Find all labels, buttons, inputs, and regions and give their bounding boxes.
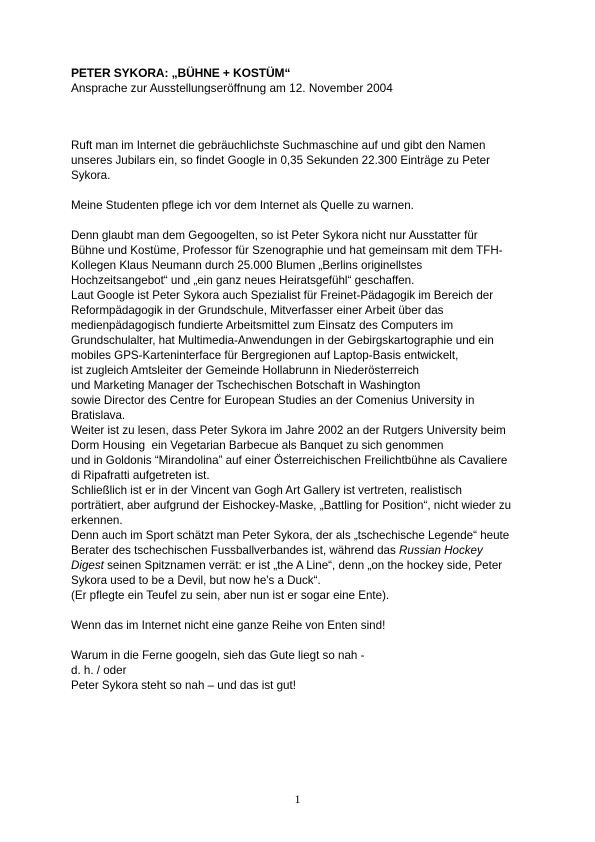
- text-run: Wenn das im Internet nicht eine ganze Reihe von Enten sind!: [71, 619, 386, 632]
- page-number: 1: [294, 792, 301, 806]
- text-line: [71, 468, 531, 483]
- text-line: [71, 198, 531, 213]
- text-line: [71, 138, 531, 153]
- text-run: Reformpädagogik in der Grundschule, Mitverfasser einer Arbeit über das: [71, 304, 444, 317]
- text-run: d. h. / oder: [71, 664, 127, 677]
- text-run: Meine Studenten pflege ich vor dem Internet als Quelle zu warnen.: [71, 199, 414, 212]
- text-run: Sykora.: [71, 169, 111, 182]
- text-line: [71, 288, 531, 303]
- text-run: Kollegen Klaus Neumann durch 25.000 Blumen „Berlins originellstes: [71, 259, 423, 272]
- text-line: [71, 618, 531, 633]
- text-line: [71, 438, 531, 453]
- text-line: [71, 243, 531, 258]
- text-run: porträtiert, aber aufgrund der Eishockey-Maske, „Battling for Position“, nicht wieder zu: [71, 499, 512, 512]
- text-line: [71, 648, 531, 663]
- document-content: [71, 66, 531, 693]
- paragraph-ducks: [71, 618, 531, 633]
- text-line: [71, 393, 531, 408]
- text-run: und Marketing Manager der Tschechischen Botschaft in Washington: [71, 379, 421, 392]
- text-line: [71, 558, 531, 573]
- text-run: Hochzeitsangebot“ und „ein ganz neues Heiratsgefühl“ geschaffen.: [71, 274, 415, 287]
- document-subtitle: Ansprache zur Ausstellungseröffnung am 12. November 2004: [71, 81, 393, 95]
- text-run: medienpädagogisch fundierte Arbeitsmittel zum Einsatz des Computers im: [71, 319, 454, 332]
- paragraph-closing: [71, 648, 531, 693]
- text-run: Grundschulalter, hat Multimedia-Anwendungen in der Gebirgskartographie und ein: [71, 334, 494, 347]
- text-line: [71, 483, 531, 498]
- document-title: PETER SYKORA: „BÜHNE + KOSTÜM“: [71, 66, 291, 80]
- text-line: [71, 273, 531, 288]
- text-line: [71, 168, 531, 183]
- text-line: [71, 543, 531, 558]
- text-run: ist zugleich Amtsleiter der Gemeinde Hollabrunn in Niederösterreich: [71, 364, 419, 377]
- text-line: [71, 663, 531, 678]
- text-run: Schließlich ist er in der Vincent van Gogh Art Gallery ist vertreten, realistisch: [71, 484, 462, 497]
- text-run: di Ripafratti aufgetreten ist.: [71, 469, 210, 482]
- document-body: [71, 138, 531, 693]
- text-run: Bühne und Kostüme, Professor für Szenographie und hat gemeinsam mit dem TFH-: [71, 244, 503, 257]
- text-line: [71, 333, 531, 348]
- paragraph-students-warning: [71, 198, 531, 213]
- text-line: [71, 153, 531, 168]
- text-line: [71, 513, 531, 528]
- text-run: mobiles GPS-Karteninterface für Bergregionen auf Laptop-Basis entwickelt,: [71, 349, 459, 362]
- text-line: [71, 303, 531, 318]
- text-line: [71, 573, 531, 588]
- text-line: [71, 678, 531, 693]
- italic-text-run: Russian Hockey: [399, 544, 483, 557]
- text-run: (Er pflegte ein Teufel zu sein, aber nun ist er sogar eine Ente).: [71, 589, 390, 602]
- text-run: Ruft man im Internet die gebräuchlichste Suchmaschine auf und gibt den Namen: [71, 139, 486, 152]
- italic-text-run: Digest: [71, 559, 104, 572]
- text-line: [71, 318, 531, 333]
- text-line: [71, 348, 531, 363]
- text-line: [71, 498, 531, 513]
- text-run: Laut Google ist Peter Sykora auch Spezialist für Freinet-Pädagogik im Bereich der: [71, 289, 494, 302]
- text-line: [71, 423, 531, 438]
- text-run: sowie Director des Centre for European Studies an der Comenius University in: [71, 394, 475, 407]
- text-run: Peter Sykora steht so nah – und das ist gut!: [71, 679, 296, 692]
- paragraph-googled-identities: [71, 228, 531, 603]
- text-run: Dorm Housing ein Vegetarian Barbecue als Banquet zu sich genommen: [71, 439, 444, 452]
- text-line: [71, 363, 531, 378]
- text-run: Bratislava.: [71, 409, 126, 422]
- text-line: [71, 528, 531, 543]
- text-run: Denn auch im Sport schätzt man Peter Sykora, der als „tschechische Legende“ heute: [71, 529, 510, 542]
- text-line: [71, 228, 531, 243]
- text-run: erkennen.: [71, 514, 123, 527]
- text-run: Denn glaubt man dem Gegoogelten, so ist Peter Sykora nicht nur Ausstatter für: [71, 229, 478, 242]
- text-line: [71, 408, 531, 423]
- text-run: unseres Jubilars ein, so findet Google in 0,35 Sekunden 22.300 Einträge zu Peter: [71, 154, 490, 167]
- text-line: [71, 588, 531, 603]
- text-run: Warum in die Ferne googeln, sieh das Gute liegt so nah -: [71, 649, 365, 662]
- text-run: Sykora used to be a Devil, but now he's a Duck“.: [71, 574, 321, 587]
- paragraph-google-search: [71, 138, 531, 183]
- text-line: [71, 453, 531, 468]
- text-run: Berater des tschechischen Fussballverbandes ist, während das: [71, 544, 400, 557]
- text-run: Weiter ist zu lesen, dass Peter Sykora im Jahre 2002 an der Rutgers University beim: [71, 424, 506, 437]
- text-run: seinen Spitznamen verrät: er ist „the A Line“, denn „on the hockey side, Peter: [103, 559, 503, 572]
- text-run: und in Goldonis “Mirandolina” auf einer Österreichischen Freilichtbühne als Cavaliere: [71, 454, 508, 467]
- text-line: [71, 378, 531, 393]
- text-line: [71, 258, 531, 273]
